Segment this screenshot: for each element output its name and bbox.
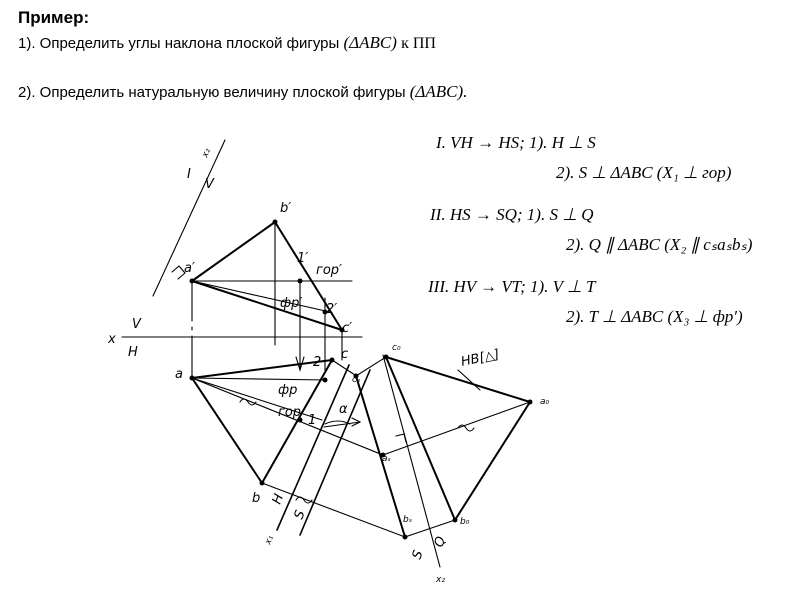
label-as: aₛ <box>382 454 391 464</box>
label-one: 1 <box>308 413 317 428</box>
label-gor: гор <box>278 405 302 420</box>
label-bs: bₛ <box>403 515 413 525</box>
label-a: a <box>175 367 183 382</box>
step-2b: 2). Q ∥ ΔABC (X₂ ∥ cₛaₛbₛ) <box>566 235 753 254</box>
label-aq: a₀ <box>540 397 550 407</box>
label-a-prime: a′ <box>184 261 195 276</box>
step-3b: 2). T ⊥ ΔABC (X₃ ⊥ фр′) <box>566 307 743 326</box>
label-c-prime: c′ <box>342 321 353 336</box>
label-hb: НВ[△] <box>459 347 501 370</box>
task-2-text: 2). Определить натуральную величину плоской фигуры <box>18 84 406 101</box>
step-1a: I. VH → HS; 1). H ⊥ S <box>436 133 596 152</box>
label-b-prime: b′ <box>280 201 292 216</box>
label-S-axis2: S <box>409 548 427 562</box>
example-title: Пример: <box>18 8 90 27</box>
label-b: b <box>252 491 261 506</box>
label-two: 2 <box>313 355 322 370</box>
label-x2-top: x₂ <box>200 147 213 160</box>
label-fr-prime: фр′ <box>280 296 303 311</box>
task-2-formula: (ΔABC). <box>409 82 468 101</box>
label-x1: x₁ <box>263 534 276 547</box>
label-x2-bottom: x₂ <box>436 575 445 585</box>
label-two-prime: 2′ <box>326 302 338 317</box>
label-c: c <box>341 347 349 362</box>
label-cs: cₛ <box>352 375 361 385</box>
task-1-formula: (ΔABC) <box>343 33 397 52</box>
label-I-top: I <box>187 167 191 182</box>
task-1-text: 1). Определить углы наклона плоской фигуры <box>18 35 340 52</box>
label-H-axis1: H <box>269 492 288 507</box>
label-one-prime: 1′ <box>297 251 309 266</box>
label-V: V <box>132 317 141 332</box>
label-S-axis1: S <box>291 508 309 522</box>
task-1-suffix: к ПП <box>401 35 436 52</box>
label-cq: c₀ <box>392 343 401 353</box>
label-fr: фр <box>278 383 298 398</box>
label-bq: b₀ <box>460 517 470 527</box>
label-gor-prime: гор′ <box>316 263 342 278</box>
step-1b: 2). S ⊥ ΔABC (X₁ ⊥ гор) <box>556 163 732 182</box>
label-Q-axis2: Q <box>431 534 450 550</box>
step-3a: III. HV → VT; 1). V ⊥ T <box>428 277 596 296</box>
step-2a: II. HS → SQ; 1). S ⊥ Q <box>430 205 594 224</box>
label-alpha: α <box>339 402 348 417</box>
label-H: H <box>128 345 138 360</box>
label-V-axis3: V <box>205 177 214 192</box>
label-x: x <box>108 332 116 347</box>
